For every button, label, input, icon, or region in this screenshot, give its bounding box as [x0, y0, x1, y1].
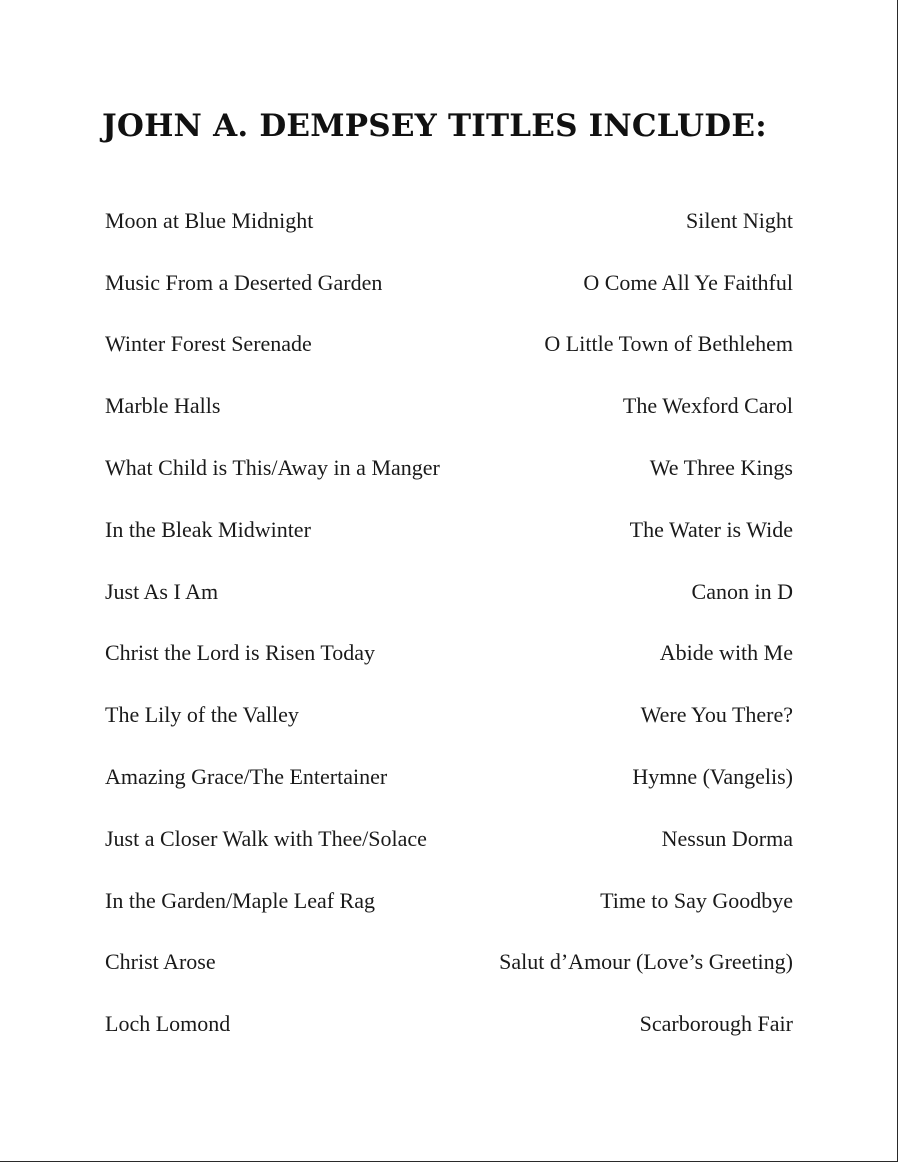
title-row [105, 499, 793, 561]
title-left: Loch Lomond [105, 1011, 231, 1037]
title-left: Marble Halls [105, 393, 221, 419]
title-row [105, 375, 793, 437]
title-left: Moon at Blue Midnight [105, 207, 314, 233]
title-left: The Lily of the Valley [105, 702, 299, 728]
title-left: Winter Forest Serenade [105, 331, 312, 357]
titles-list [105, 190, 793, 1055]
title-right: O Come All Ye Faithful [583, 269, 793, 295]
title-row [105, 746, 793, 808]
title-row [105, 808, 793, 870]
title-left: Just As I Am [105, 578, 219, 604]
title-row [105, 314, 793, 376]
title-row [105, 684, 793, 746]
title-right: Salut d’Amour (Love’s Greeting) [499, 949, 793, 975]
title-left: In the Garden/Maple Leaf Rag [105, 887, 375, 913]
title-right: O Little Town of Bethlehem [544, 331, 793, 357]
title-left: Christ the Lord is Risen Today [105, 640, 375, 666]
title-row [105, 561, 793, 623]
title-right: We Three Kings [649, 455, 793, 481]
title-right: The Wexford Carol [622, 393, 793, 419]
title-right: Were You There? [640, 702, 793, 728]
title-right: The Water is Wide [629, 516, 793, 542]
title-left: Christ Arose [105, 949, 216, 975]
title-right: Time to Say Goodbye [600, 887, 793, 913]
title-left: In the Bleak Midwinter [105, 516, 311, 542]
title-left: Music From a Deserted Garden [105, 269, 383, 295]
title-row [105, 437, 793, 499]
title-row [105, 190, 793, 252]
title-row [105, 252, 793, 314]
title-right: Nessun Dorma [661, 825, 793, 851]
title-right: Silent Night [686, 207, 793, 233]
title-right: Abide with Me [659, 640, 793, 666]
title-row [105, 623, 793, 685]
title-left: Just a Closer Walk with Thee/Solace [105, 825, 427, 851]
title-row [105, 932, 793, 994]
title-left: What Child is This/Away in a Manger [105, 455, 440, 481]
title-row [105, 993, 793, 1055]
title-left: Amazing Grace/The Entertainer [105, 764, 388, 790]
title-right: Canon in D [691, 578, 793, 604]
title-right: Scarborough Fair [639, 1011, 793, 1037]
title-right: Hymne (Vangelis) [632, 764, 793, 790]
title-row [105, 870, 793, 932]
page-heading: JOHN A. DEMPSEY TITLES INCLUDE: [102, 108, 767, 144]
